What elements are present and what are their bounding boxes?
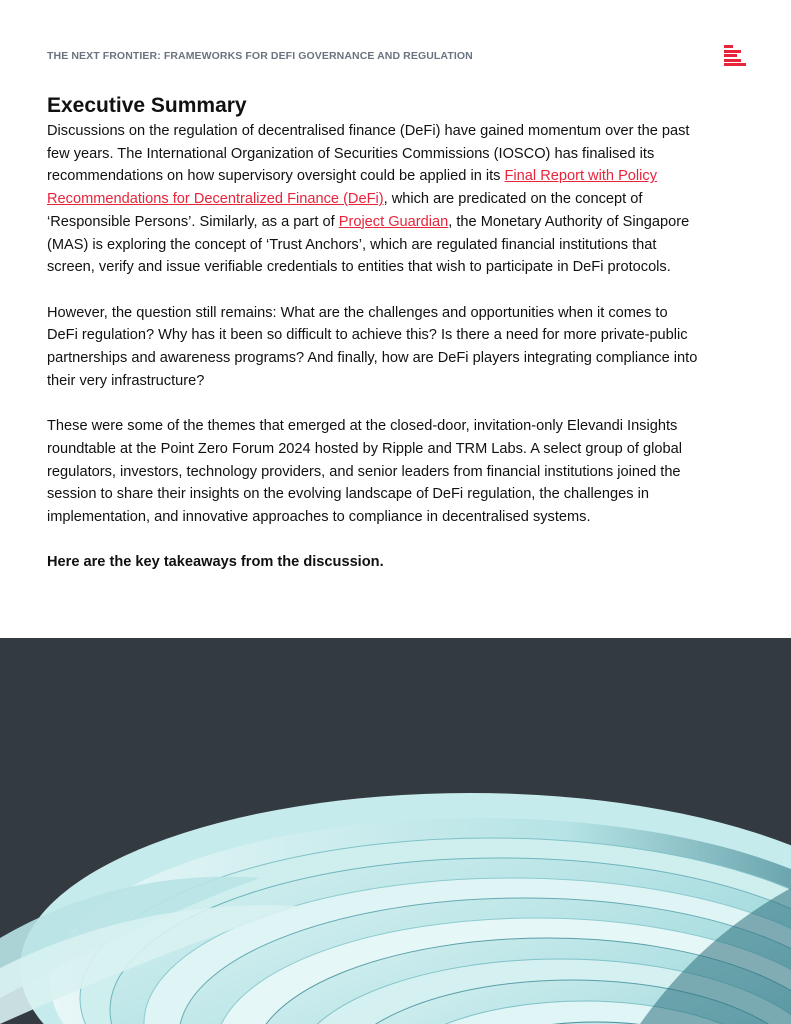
- elevandi-logo-icon: [724, 45, 746, 67]
- abstract-ribbon-illustration: [0, 638, 791, 1024]
- intro-text-3: , the Monetary Authority of Singapore (MAS) is exploring the concept of ‘Trust Anchors’, which are regulated financial institutions that screen, verify and issue verifiable credentials to entities that wish to participate in DeFi protocols.: [47, 213, 690, 276]
- paragraph-takeaways-intro: Here are the key takeaways from the discussion.: [47, 554, 384, 571]
- document-running-header: THE NEXT FRONTIER: FRAMEWORKS FOR DEFI GOVERNANCE AND REGULATION: [47, 50, 473, 62]
- intro-text-2: , which are predicated on the concept of ‘Responsible Persons’. Similarly, as a part of: [47, 191, 643, 230]
- section-heading: Executive Summary: [47, 94, 247, 117]
- project-guardian-link[interactable]: Project Guardian: [338, 213, 449, 230]
- paragraph-questions: However, the question still remains: What are the challenges and opportunities when it comes to DeFi regulation? Why has it been so difficult to achieve this? Is there a need for more private-public partnerships and awareness programs? And finally, how are DeFi players integrating compliance into their very infrastructure?: [47, 304, 698, 389]
- hero-image: [0, 638, 791, 1024]
- paragraph-intro: [47, 120, 702, 279]
- intro-text-1: Discussions on the regulation of decentralised finance (DeFi) have gained momentum over the past few years. The International Organization of Securities Commissions (IOSCO) has finalised its recommendations on how supervisory oversight could be applied in its: [47, 123, 690, 185]
- paragraph-roundtable: These were some of the themes that emerged at the closed-door, invitation-only Elevandi Insights roundtable at the Point Zero Forum 2024 hosted by Ripple and TRM Labs. A select group of global regulators, investors, technology providers, and senior leaders from financial institutions joined the session to share their insights on the evolving landscape of DeFi regulation, the challenges in implementation, and innovative approaches to compliance in decentralised systems.: [47, 418, 682, 525]
- iosco-report-link[interactable]: Final Report with Policy Recommendations for Decentralized Finance (DeFi): [47, 168, 657, 208]
- main-content: [47, 92, 702, 574]
